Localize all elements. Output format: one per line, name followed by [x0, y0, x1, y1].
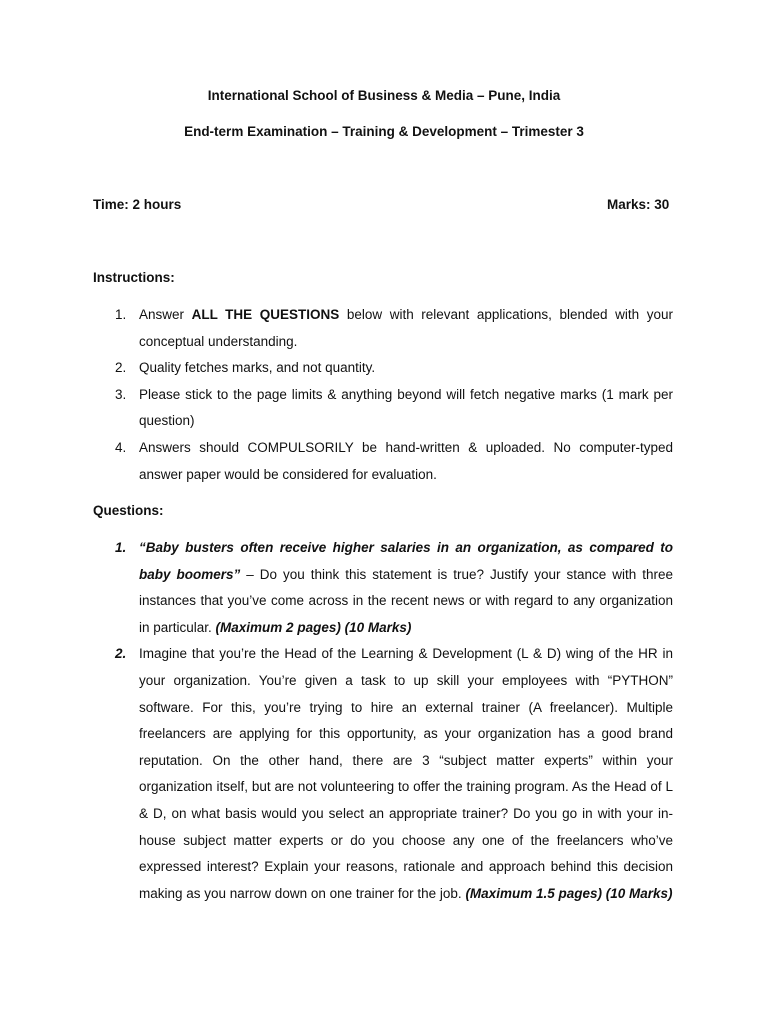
- instruction-number: 2.: [115, 360, 127, 376]
- instruction-text: Answers should COMPULSORILY be hand-written & uploaded. No computer-typed answer paper would be considered for evaluation.: [139, 439, 673, 482]
- instructions-heading: Instructions:: [93, 270, 175, 285]
- instruction-emphasis: ALL THE QUESTIONS: [191, 307, 340, 322]
- question-quote: “Baby busters often receive higher salaries in an organization, as compared to baby boomers”: [139, 540, 673, 582]
- instruction-number: 1.: [115, 307, 127, 322]
- school-title: International School of Business & Media – Pune, India: [207, 88, 561, 103]
- exam-title: End-term Examination – Training & Development – Trimester 3: [184, 124, 584, 139]
- question-item: [93, 641, 673, 907]
- question-number: 1.: [115, 540, 127, 555]
- instruction-item: [93, 302, 673, 355]
- question-text: Imagine that you’re the Head of the Learning & Development (L & D) wing of the HR in your organization. You’re given a task to up skill your employees with “PYTHON” software. For this, you’re trying to hire an external trainer (A freelancer). Multiple freelancers are applying for this opportunity, as your organization has a good brand reputation. On the other hand, there are 3 “subject matter experts” within your organization itself, but are not volunteering to offer the training program. As the Head of L & D, on what basis would you select an appropriate trainer? Do you go in with your in-house subject matter experts or do you choose any one of the freelancers who’ve expressed interest? Explain your reasons, rationale and approach behind this decision making as you narrow down on one trainer for the job.: [139, 646, 673, 901]
- instruction-text: below with relevant applications, blended with your conceptual understanding.: [139, 307, 673, 349]
- question-limit: (Maximum 1.5 pages) (10 Marks): [465, 885, 673, 901]
- time-label: Time: 2 hours: [93, 197, 182, 212]
- question-limit: (Maximum 2 pages) (10 Marks): [215, 619, 412, 635]
- instruction-text: Please stick to the page limits & anything beyond will fetch negative marks (1 mark per question): [139, 386, 673, 429]
- questions-list: [93, 535, 673, 907]
- question-text: – Do you think this statement is true? Justify your stance with three instances that you’ve come across in the recent news or with regard to any organization in particular.: [139, 566, 673, 635]
- instruction-number: 3.: [115, 386, 127, 402]
- marks-label: Marks: 30: [607, 197, 670, 212]
- question-item: [93, 535, 673, 641]
- instruction-text: Quality fetches marks, and not quantity.: [139, 360, 376, 376]
- instruction-item: [93, 435, 673, 488]
- question-number: 2.: [115, 646, 127, 662]
- instruction-item: [93, 382, 673, 435]
- questions-heading: Questions:: [93, 503, 164, 518]
- instructions-list: [93, 302, 673, 488]
- instruction-item: [93, 355, 673, 382]
- instruction-number: 4.: [115, 439, 127, 455]
- instruction-text: Answer: [139, 307, 192, 322]
